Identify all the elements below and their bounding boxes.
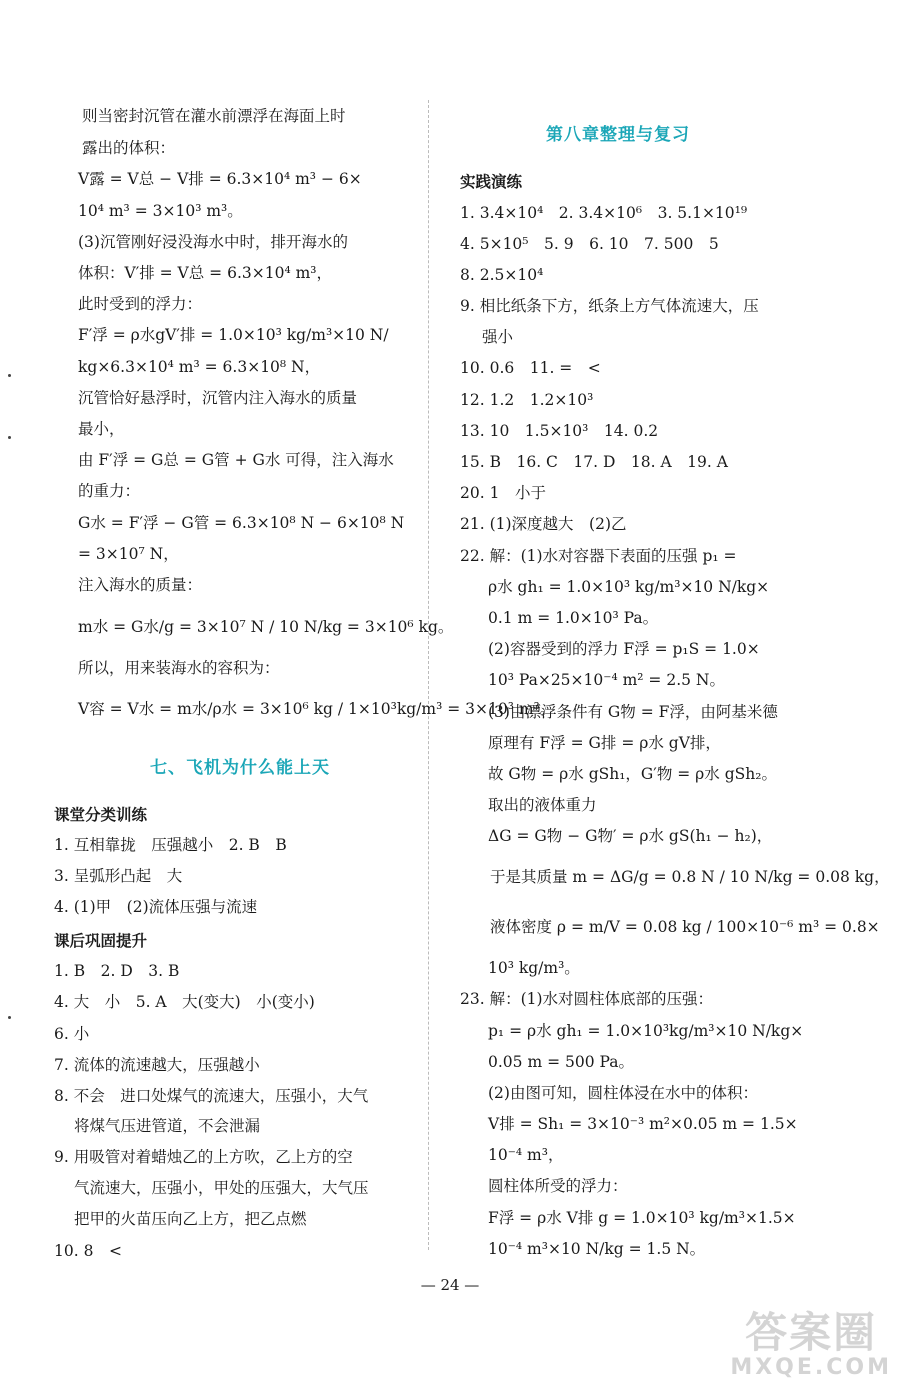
- answer-line: 21. (1)深度越大 (2)乙: [460, 515, 627, 533]
- answer-line: 3. 呈弧形凸起 大: [54, 867, 183, 885]
- subsection-title: 课后巩固提升: [54, 932, 148, 950]
- chapter-heading: 第八章整理与复习: [546, 125, 690, 145]
- answer-line: 10³ kg/m³。: [488, 959, 580, 977]
- answer-line: 故 G物 = ρ水 gSh₁，G′物 = ρ水 gSh₂。: [488, 765, 777, 783]
- answer-line: 23. 解：(1)水对圆柱体底部的压强：: [460, 990, 714, 1008]
- answer-line: 1. 3.4×10⁴ 2. 3.4×10⁶ 3. 5.1×10¹⁹: [460, 204, 748, 222]
- answer-line: 圆柱体所受的浮力：: [488, 1177, 628, 1195]
- answer-line: 4. 5×10⁵ 5. 9 6. 10 7. 500 5: [460, 235, 719, 253]
- scan-speck: [8, 436, 11, 439]
- answer-line: 0.05 m = 500 Pa。: [488, 1053, 634, 1071]
- answer-line: 7. 流体的流速越大，压强越小: [54, 1056, 260, 1074]
- answer-line: 13. 10 1.5×10³ 14. 0.2: [460, 422, 659, 440]
- text-line: (3)沉管刚好浸没海水中时，排开海水的: [78, 233, 348, 251]
- text-line: 则当密封沉管在灌水前漂浮在海面上时: [82, 107, 346, 125]
- answer-line: 强小: [482, 328, 514, 346]
- answer-line: 10⁻⁴ m³，: [488, 1146, 564, 1164]
- answer-line: 15. B 16. C 17. D 18. A 19. A: [460, 453, 728, 471]
- answer-line: 8. 不会 进口处煤气的流速大，压强小，大气: [54, 1087, 369, 1105]
- answer-line: 气流速大，压强小，甲处的压强大，大气压: [74, 1179, 369, 1197]
- text-line: = 3×10⁷ N，: [78, 545, 179, 563]
- text-line: 10⁴ m³ = 3×10³ m³。: [78, 202, 243, 220]
- answer-line: 取出的液体重力: [488, 796, 597, 814]
- answer-line: 10. 8 <: [54, 1242, 122, 1260]
- answer-line: (2)容器受到的浮力 F浮 = p₁S = 1.0×: [488, 640, 760, 658]
- text-line: 由 F′浮 = G总 = G管 + G水 可得，注入海水: [78, 451, 394, 469]
- answer-line: 1. 互相靠拢 压强越小 2. B B: [54, 836, 287, 854]
- text-line: 体积：V′排 = V总 = 6.3×10⁴ m³，: [78, 264, 333, 282]
- text-line: 注入海水的质量：: [78, 576, 203, 594]
- answer-line: 6. 小: [54, 1025, 90, 1043]
- answer-line: 0.1 m = 1.0×10³ Pa。: [488, 609, 659, 627]
- text-line: 的重力：: [78, 482, 141, 500]
- page-number: — 24 —: [420, 1276, 480, 1294]
- answer-line: 8. 2.5×10⁴: [460, 266, 544, 284]
- answer-line: 10⁻⁴ m³×10 N/kg = 1.5 N。: [488, 1240, 706, 1258]
- text-line: 沉管恰好悬浮时，沉管内注入海水的质量: [78, 389, 358, 407]
- answer-line: 把甲的火苗压向乙上方，把乙点燃: [74, 1210, 307, 1228]
- watermark-big-text: 答案圈: [745, 1308, 878, 1357]
- text-line: V露 = V总 − V排 = 6.3×10⁴ m³ − 6×: [78, 170, 362, 188]
- answer-line: ΔG = G物 − G物′ = ρ水 gS(h₁ − h₂)，: [488, 827, 773, 845]
- section-heading: 七、飞机为什么能上天: [150, 758, 330, 778]
- text-line: 此时受到的浮力：: [78, 295, 203, 313]
- text-line: G水 = F′浮 − G管 = 6.3×10⁸ N − 6×10⁸ N: [78, 514, 405, 532]
- answer-line: F浮 = ρ水 V排 g = 1.0×10³ kg/m³×1.5×: [488, 1209, 796, 1227]
- text-line: 所以，用来装海水的容积为：: [78, 659, 280, 677]
- answer-line: 10³ Pa×25×10⁻⁴ m² = 2.5 N。: [488, 671, 725, 689]
- answer-line: 9. 相比纸条下方，纸条上方气体流速大，压: [460, 297, 759, 315]
- answer-line: 20. 1 小于: [460, 484, 546, 502]
- answer-line: 22. 解：(1)水对容器下表面的压强 p₁ =: [460, 547, 737, 565]
- answer-line: ρ水 gh₁ = 1.0×10³ kg/m³×10 N/kg×: [488, 578, 770, 596]
- subsection-title: 实践演练: [460, 173, 523, 191]
- text-line: 露出的体积：: [82, 139, 176, 157]
- watermark-logo: [730, 1308, 892, 1380]
- answer-line: (2)由图可知，圆柱体浸在水中的体积：: [488, 1084, 758, 1102]
- answer-line: 10. 0.6 11. = <: [460, 359, 601, 377]
- watermark-url: MXQE.COM: [730, 1355, 892, 1380]
- answer-line: 4. 大 小 5. A 大(变大) 小(变小): [54, 993, 315, 1011]
- answer-line: 4. (1)甲 (2)流体压强与流速: [54, 898, 258, 916]
- subsection-title: 课堂分类训练: [54, 806, 148, 824]
- answer-line: (3)由漂浮条件有 G物 = F浮，由阿基米德: [488, 703, 778, 721]
- answer-line: 原理有 F浮 = G排 = ρ水 gV排，: [488, 734, 721, 752]
- text-line: 最小，: [78, 420, 125, 438]
- answer-line: 于是其质量 m = ΔG/g = 0.8 N / 10 N/kg = 0.08 kg，: [490, 868, 890, 886]
- column-divider: [428, 100, 429, 1250]
- text-line: V容 = V水 = m水/ρ水 = 3×10⁶ kg / 1×10³kg/m³ = 3×10³ m³。: [78, 700, 556, 718]
- text-line: F′浮 = ρ水gV′排 = 1.0×10³ kg/m³×10 N/: [78, 326, 389, 344]
- answer-line: 将煤气压进管道，不会泄漏: [74, 1117, 261, 1135]
- scan-speck: [8, 374, 11, 377]
- text-line: kg×6.3×10⁴ m³ = 6.3×10⁸ N，: [78, 358, 321, 376]
- scan-speck: [8, 1016, 11, 1019]
- answer-line: 1. B 2. D 3. B: [54, 962, 180, 980]
- answer-line: p₁ = ρ水 gh₁ = 1.0×10³kg/m³×10 N/kg×: [488, 1022, 804, 1040]
- answer-line: V排 = Sh₁ = 3×10⁻³ m²×0.05 m = 1.5×: [488, 1115, 798, 1133]
- answer-line: 9. 用吸管对着蜡烛乙的上方吹，乙上方的空: [54, 1148, 353, 1166]
- text-line: m水 = G水/g = 3×10⁷ N / 10 N/kg = 3×10⁶ kg。: [78, 618, 454, 636]
- answer-line: 液体密度 ρ = m/V = 0.08 kg / 100×10⁻⁶ m³ = 0.8×: [490, 918, 880, 936]
- answer-line: 12. 1.2 1.2×10³: [460, 391, 594, 409]
